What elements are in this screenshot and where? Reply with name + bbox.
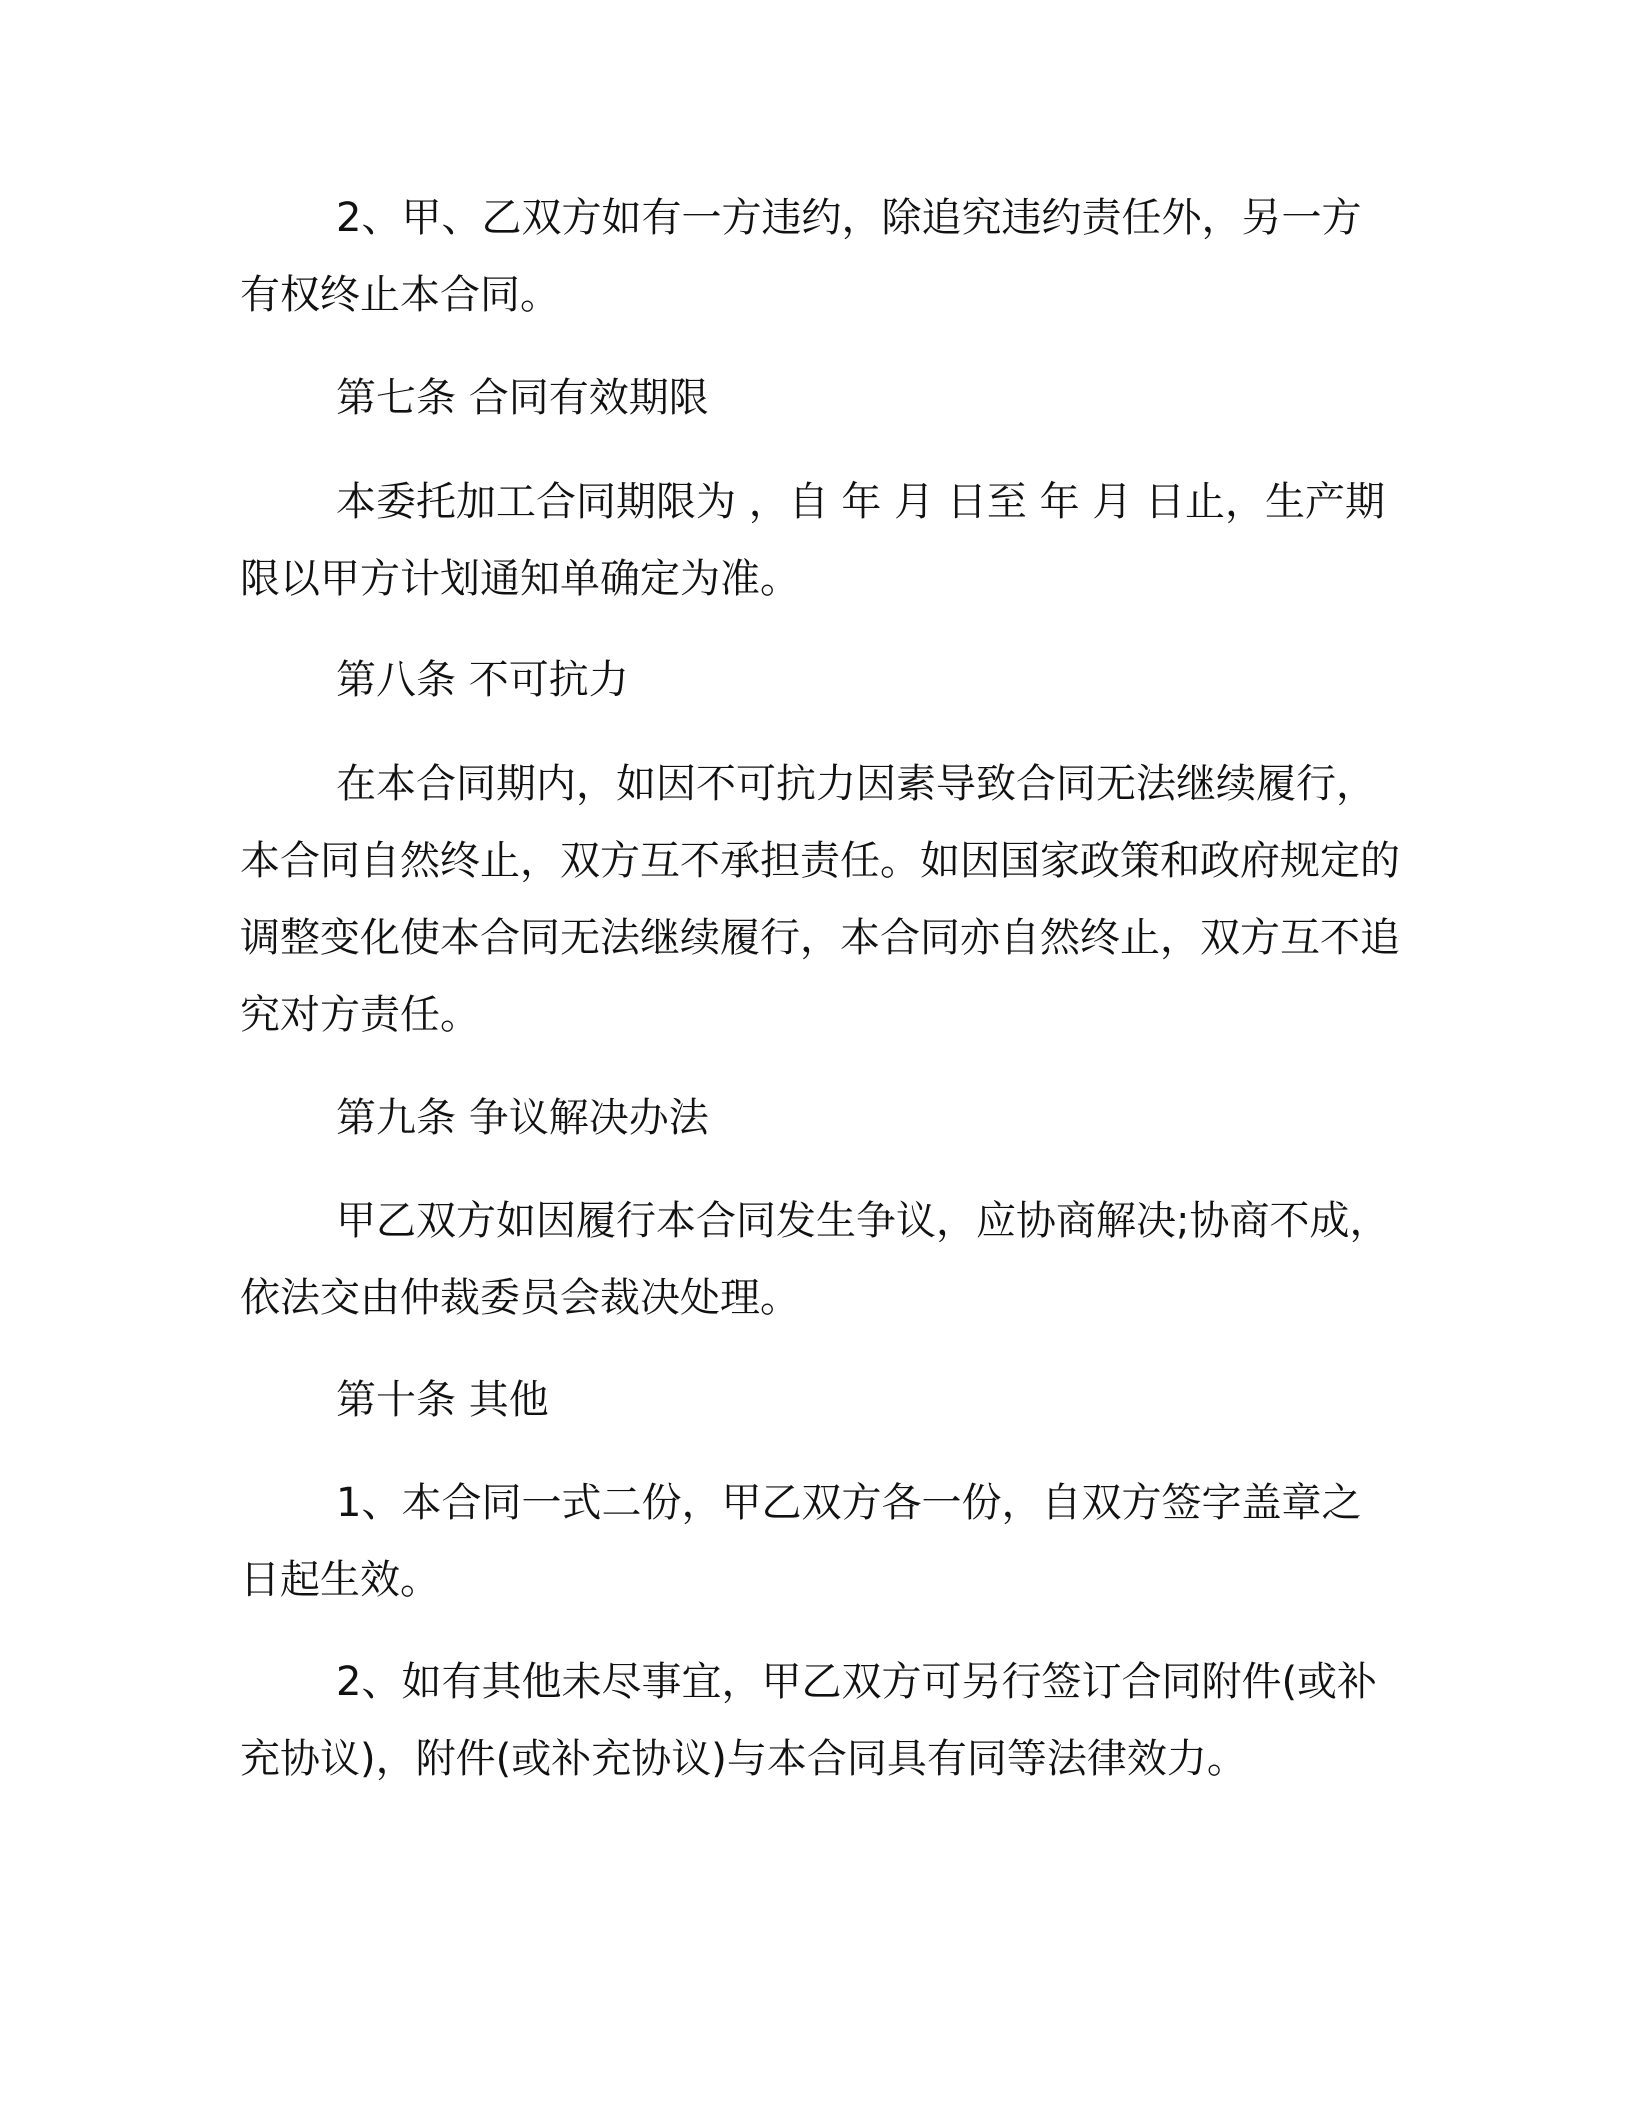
clause-paragraph: 甲乙双方如因履行本合同发生争议，应协商解决;协商不成，依法交由仲裁委员会裁决处理。 bbox=[240, 1198, 1390, 1321]
article-heading: 第七条 合同有效期限 bbox=[336, 375, 709, 421]
clause-paragraph: 2、如有其他未尽事宜，甲乙双方可另行签订合同附件(或补充协议)，附件(或补充协议)与本合同具有同等法律效力。 bbox=[240, 1659, 1378, 1782]
clause-paragraph: 本委托加工合同期限为 ，自 年 月 日至 年 月 日止，生产期限以甲方计划通知单确定为准。 bbox=[240, 479, 1386, 602]
article-heading: 第九条 争议解决办法 bbox=[336, 1095, 709, 1141]
clause-paragraph: 2、甲、乙双方如有一方违约，除追究违约责任外，另一方有权终止本合同。 bbox=[240, 195, 1362, 318]
article-heading: 第八条 不可抗力 bbox=[336, 657, 629, 703]
clause-paragraph: 在本合同期内，如因不可抗力因素导致合同无法继续履行，本合同自然终止，双方互不承担责任。如因国家政策和政府规定的调整变化使本合同无法继续履行，本合同亦自然终止，双方互不追究对方责任。 bbox=[240, 761, 1400, 1038]
clause-paragraph: 1、本合同一式二份，甲乙双方各一份，自双方签字盖章之日起生效。 bbox=[240, 1480, 1362, 1603]
article-heading: 第十条 其他 bbox=[336, 1377, 549, 1423]
